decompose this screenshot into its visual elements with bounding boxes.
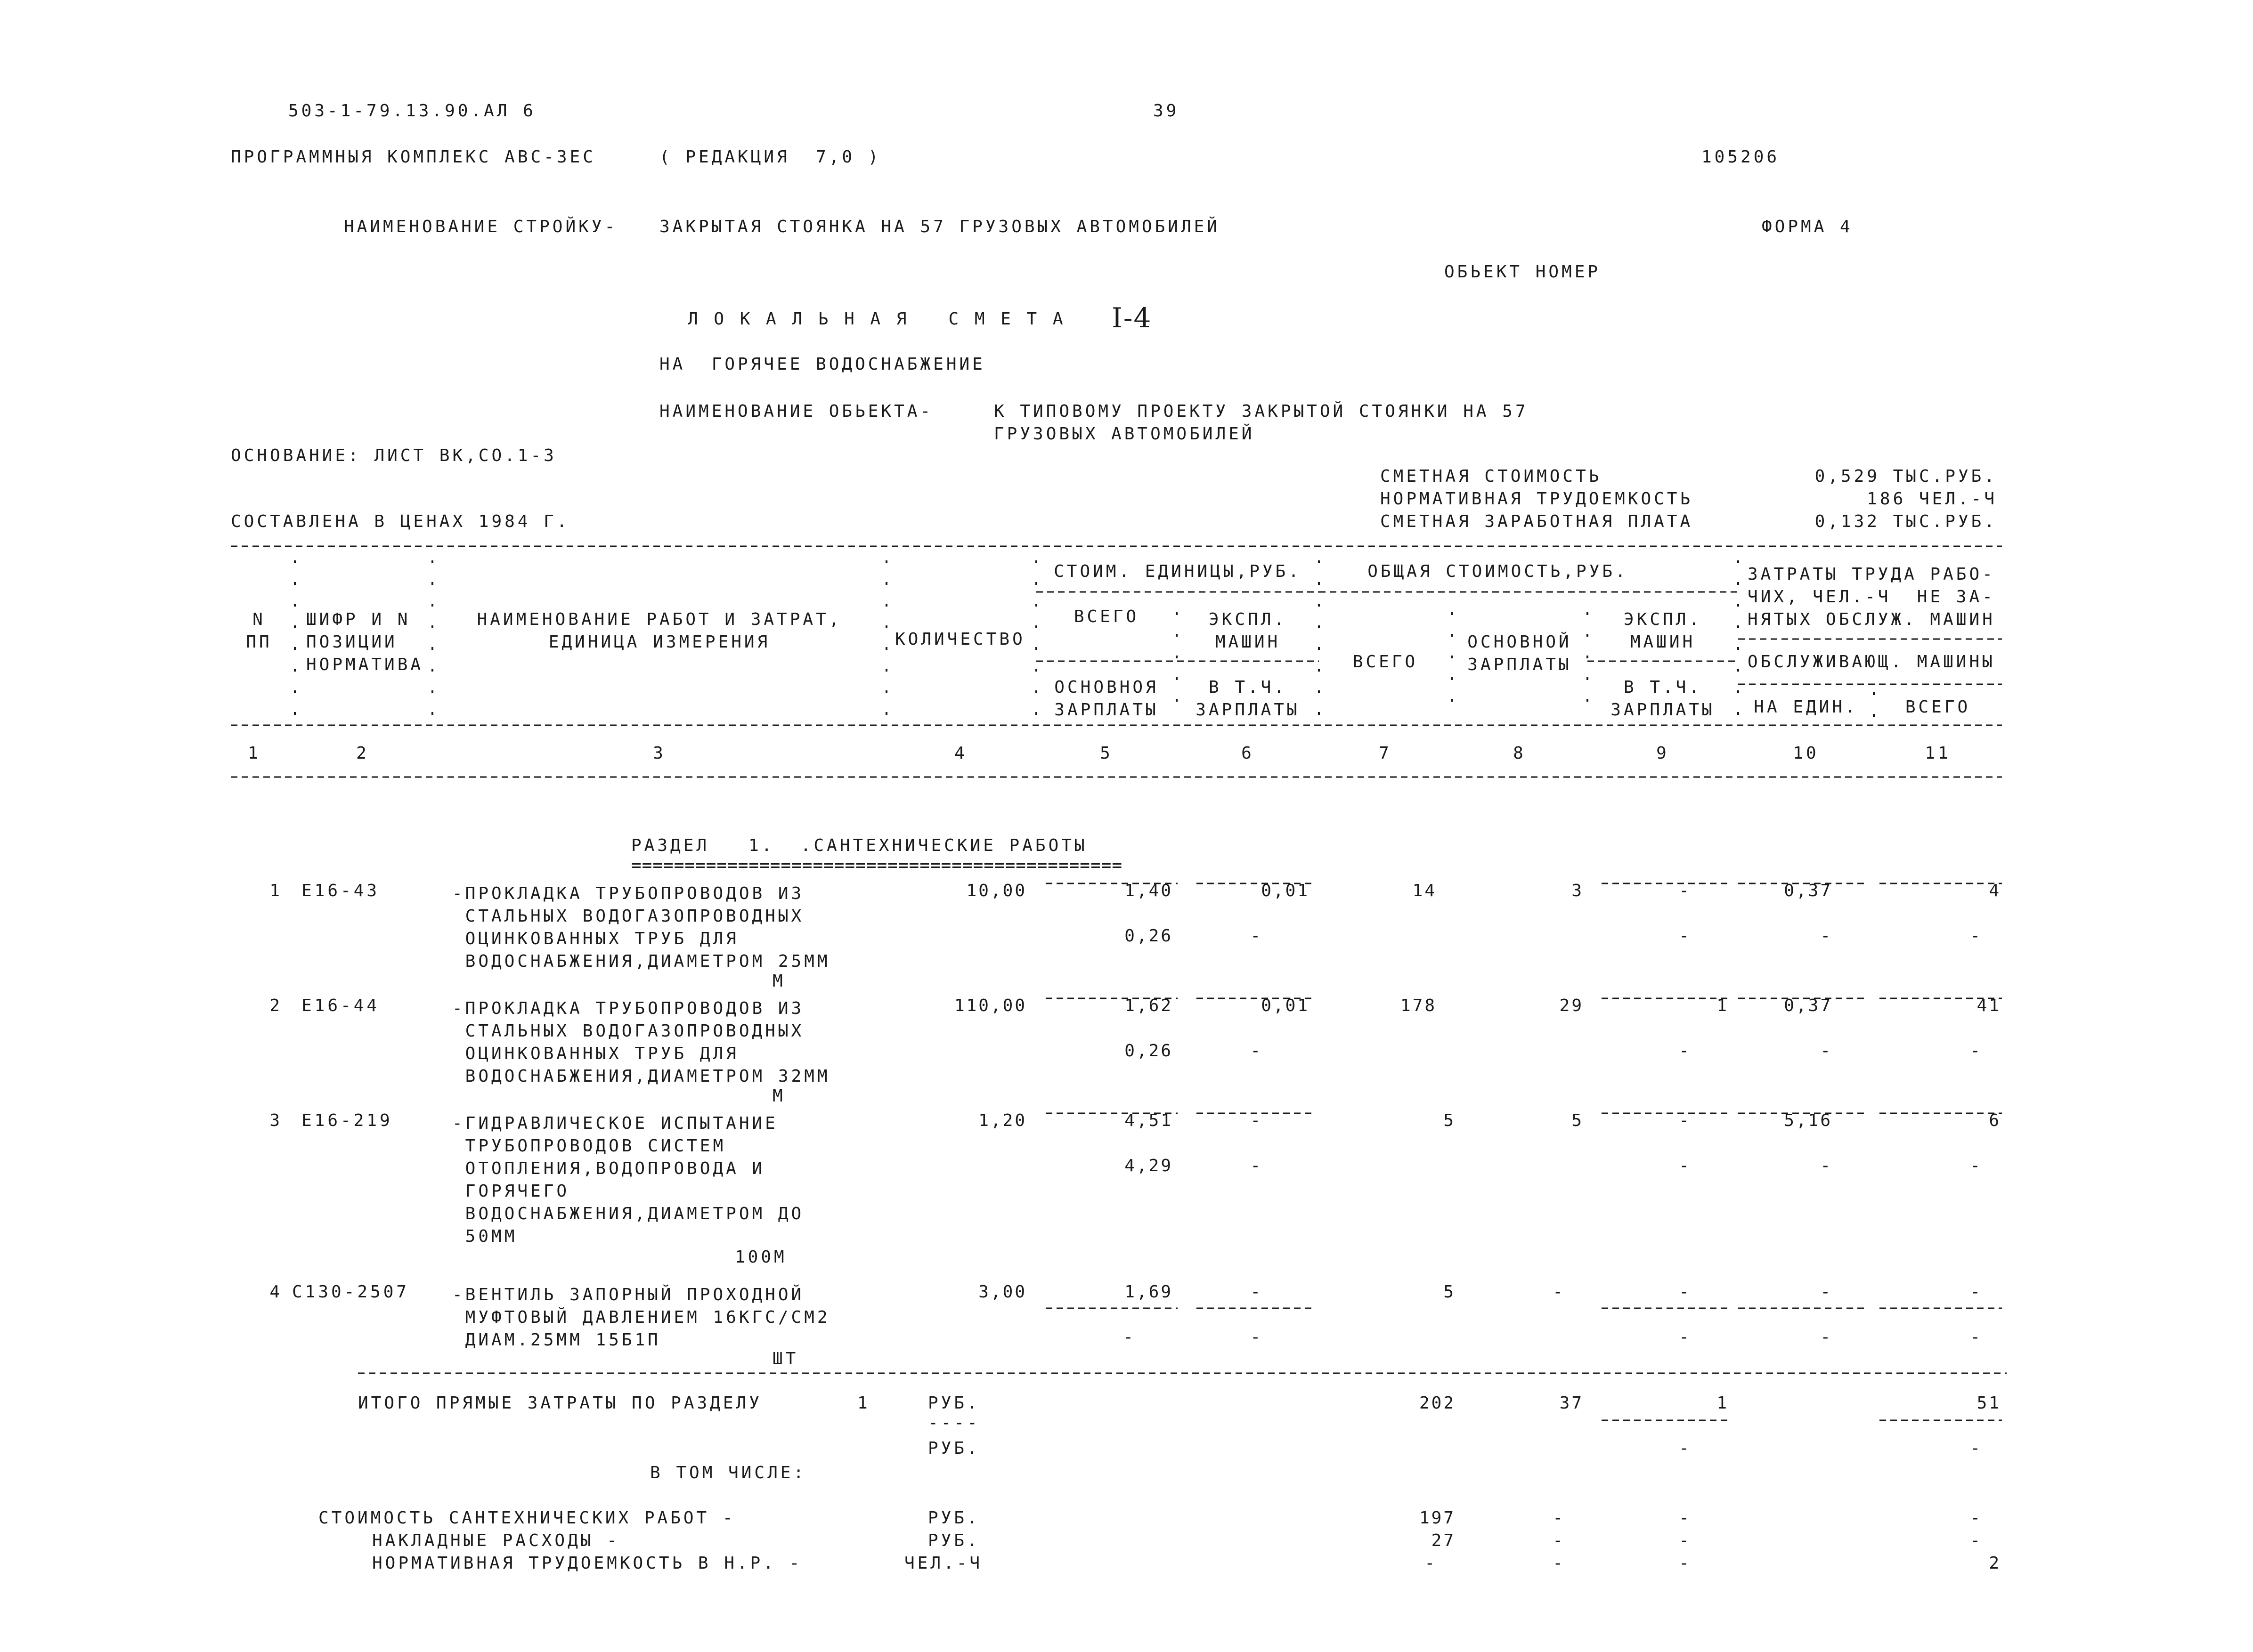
totals-unit-2: РУБ. xyxy=(928,1439,980,1458)
header-total-machine-wage: В Т.Ч. ЗАРПЛАТЫ xyxy=(1610,678,1715,720)
col-no-6: 6 xyxy=(1241,744,1254,763)
header-total-wage: ОСНОВНОЙ ЗАРПЛАТЫ xyxy=(1467,632,1572,674)
sub-unit: РУБ. xyxy=(928,1531,980,1550)
row-quantity: 110,00 xyxy=(954,996,1027,1015)
basis: ОСНОВАНИЕ: ЛИСТ ВК,СО.1-3 xyxy=(231,446,557,465)
totals-label: ИТОГО ПРЯМЫЕ ЗАТРАТЫ ПО РАЗДЕЛУ xyxy=(358,1393,762,1413)
row-service-total: - xyxy=(1970,1156,1982,1175)
form-number: ФОРМА 4 xyxy=(1762,217,1853,236)
totals-machines: 1 xyxy=(1716,1393,1729,1413)
totals-wage: 37 xyxy=(1559,1393,1584,1413)
row-total: 5 xyxy=(1443,1111,1456,1130)
summary-label-cost: СМЕТНАЯ СТОИМОСТЬ xyxy=(1380,467,1602,486)
sub-unit: ЧЕЛ.-Ч xyxy=(904,1554,983,1573)
construction-name: ЗАКРЫТАЯ СТОЯНКА НА 57 ГРУЗОВЫХ АВТОМОБИЛЕЙ xyxy=(659,217,1220,236)
sub-machines: - xyxy=(1679,1508,1691,1528)
row-unit-machine-wage: - xyxy=(1250,926,1262,946)
row-total-wage: - xyxy=(1553,1282,1565,1302)
row-unit-wage: 0,26 xyxy=(1124,926,1173,946)
row-code: Е16-44 xyxy=(301,996,380,1015)
row-total: 5 xyxy=(1443,1282,1456,1302)
object-name-line1: К ТИПОВОМУ ПРОЕКТУ ЗАКРЫТОЙ СТОЯНКИ НА 57 xyxy=(994,402,1529,421)
row-unit-machines: 0,01 xyxy=(1261,996,1310,1015)
construction-label: НАИМЕНОВАНИЕ СТРОЙКУ- xyxy=(344,217,618,236)
row-name: -ПРОКЛАДКА ТРУБОПРОВОДОВ ИЗ СТАЛЬНЫХ ВОДОГАЗОПРОВОДНЫХ ОЦИНКОВАННЫХ ТРУБ ДЛЯ ВОДОСНАБЖЕНИЯ,ДИАМЕТРОМ 25ММ xyxy=(452,884,830,971)
row-labor-unit: 0,37 xyxy=(1784,996,1832,1015)
row-unit: 100М xyxy=(735,1247,787,1267)
row-labor-total: 41 xyxy=(1976,996,2001,1015)
sub-wage: - xyxy=(1553,1531,1565,1550)
row-labor-total: 4 xyxy=(1989,881,2001,900)
sub-total: - xyxy=(1424,1554,1437,1573)
summary-value-cost: 0,529 ТЫС.РУБ. xyxy=(1814,467,1997,486)
row-service-total: - xyxy=(1970,1041,1982,1061)
row-machine-wage: - xyxy=(1679,926,1691,946)
row-total-wage: 5 xyxy=(1571,1111,1584,1130)
row-number: 3 xyxy=(269,1111,283,1130)
header-unit-machine-wage: В Т.Ч. ЗАРПЛАТЫ xyxy=(1196,678,1300,720)
sub-unit: РУБ. xyxy=(928,1508,980,1528)
totals-unit: РУБ. xyxy=(928,1393,980,1413)
row-number: 1 xyxy=(269,881,283,900)
row-service-total: - xyxy=(1970,926,1982,946)
row-total-machines: - xyxy=(1679,1111,1691,1130)
col-no-10: 10 xyxy=(1793,744,1819,763)
row-unit-wage: 4,29 xyxy=(1124,1156,1173,1175)
row-unit-total: 1,69 xyxy=(1124,1282,1173,1302)
col-no-4: 4 xyxy=(954,744,968,763)
object-number-label: ОБЬЕКТ НОМЕР xyxy=(1444,262,1601,282)
row-labor-total: - xyxy=(1970,1282,1982,1302)
totals-total: 202 xyxy=(1419,1393,1456,1413)
col-no-8: 8 xyxy=(1513,744,1526,763)
sub-machines: - xyxy=(1679,1531,1691,1550)
row-total: 178 xyxy=(1400,996,1437,1015)
row-unit: ШТ xyxy=(773,1349,799,1369)
row-total-machines: - xyxy=(1679,1282,1691,1302)
totals-labor: 51 xyxy=(1976,1393,2001,1413)
row-unit: М xyxy=(773,1086,786,1106)
totals-section-number: 1 xyxy=(857,1393,870,1413)
object-name-label: НАИМЕНОВАНИЕ ОБЬЕКТА- xyxy=(659,402,934,421)
document-code: 503-1-79.13.90.АЛ 6 xyxy=(288,101,536,121)
row-total-machines: - xyxy=(1679,881,1691,900)
row-unit-wage: 0,26 xyxy=(1124,1041,1173,1061)
header-col-code: ШИФР И N ПОЗИЦИИ НОРМАТИВА xyxy=(306,610,424,674)
sub-labor: - xyxy=(1970,1508,1982,1528)
row-unit-machines: - xyxy=(1250,1282,1262,1302)
header-unit-total: ВСЕГО xyxy=(1074,607,1139,626)
section-title: РАЗДЕЛ 1. .САНТЕХНИЧЕСКИЕ РАБОТЫ xyxy=(631,836,1088,855)
row-name: -ГИДРАВЛИЧЕСКОЕ ИСПЫТАНИЕ ТРУБОПРОВОДОВ СИСТЕМ ОТОПЛЕНИЯ,ВОДОПРОВОДА И ГОРЯЧЕГО ВОДОСНАБЖЕНИЯ,ДИАМЕТРОМ ДО 50ММ xyxy=(452,1114,805,1246)
totals-service: - xyxy=(1970,1439,1982,1458)
row-code: Е16-219 xyxy=(301,1111,393,1130)
row-unit-total: 1,40 xyxy=(1124,881,1173,900)
header-unit-machines: ЭКСПЛ. МАШИН xyxy=(1208,610,1287,652)
sub-wage: - xyxy=(1553,1508,1565,1528)
summary-label-wage: СМЕТНАЯ ЗАРАБОТНАЯ ПЛАТА xyxy=(1380,512,1693,531)
col-no-2: 2 xyxy=(356,744,369,763)
sub-label: СТОИМОСТЬ САНТЕХНИЧЕСКИХ РАБОТ - xyxy=(318,1508,736,1528)
header-total-cost: ОБЩАЯ СТОИМОСТЬ,РУБ. xyxy=(1367,562,1628,581)
col-no-7: 7 xyxy=(1379,744,1392,763)
row-service-total: - xyxy=(1970,1328,1982,1347)
row-labor-unit: - xyxy=(1820,1282,1832,1302)
serial-number: 105206 xyxy=(1701,147,1780,167)
page-number: 39 xyxy=(1153,101,1179,121)
row-quantity: 10,00 xyxy=(966,881,1027,900)
estimate-title: Л О К А Л Ь Н А Я С М Е Т А xyxy=(688,309,1066,329)
header-labor-total: ВСЕГО xyxy=(1905,697,1971,717)
sub-label: НАКЛАДНЫЕ РАСХОДЫ - xyxy=(372,1531,620,1550)
totals-machine-wage: - xyxy=(1679,1439,1691,1458)
row-total-machines: 1 xyxy=(1716,996,1729,1015)
row-quantity: 1,20 xyxy=(978,1111,1027,1130)
row-name: -ПРОКЛАДКА ТРУБОПРОВОДОВ ИЗ СТАЛЬНЫХ ВОДОГАЗОПРОВОДНЫХ ОЦИНКОВАННЫХ ТРУБ ДЛЯ ВОДОСНАБЖЕНИЯ,ДИАМЕТРОМ 32ММ xyxy=(452,999,830,1086)
sub-total: 27 xyxy=(1431,1531,1456,1550)
col-no-1: 1 xyxy=(248,744,261,763)
row-code: Е16-43 xyxy=(301,881,380,900)
row-labor-total: 6 xyxy=(1989,1111,2001,1130)
section-underline: ============================================== xyxy=(631,856,1122,875)
header-unit-cost: СТОИМ. ЕДИНИЦЫ,РУБ. xyxy=(1054,562,1301,581)
sub-wage: - xyxy=(1553,1554,1565,1573)
row-unit-machine-wage: - xyxy=(1250,1041,1262,1061)
row-total: 14 xyxy=(1412,881,1437,900)
row-machine-wage: - xyxy=(1679,1156,1691,1175)
row-unit-wage: - xyxy=(1123,1328,1135,1347)
sub-labor: 2 xyxy=(1989,1554,2001,1573)
summary-value-labor: 186 ЧЕЛ.-Ч xyxy=(1867,489,1997,509)
col-no-9: 9 xyxy=(1656,744,1669,763)
row-total-wage: 3 xyxy=(1571,881,1584,900)
sub-labor: - xyxy=(1970,1531,1982,1550)
row-unit-machine-wage: - xyxy=(1250,1328,1262,1347)
row-labor-unit: 0,37 xyxy=(1784,881,1832,900)
totals-unit-dash: ---- xyxy=(928,1413,980,1433)
program-edition: ( РЕДАКЦИЯ 7,0 ) xyxy=(659,147,881,167)
header-labor-unit: НА ЕДИН. xyxy=(1754,697,1858,717)
row-unit-total: 1,62 xyxy=(1124,996,1173,1015)
header-unit-wage: ОСНОВНОЯ ЗАРПЛАТЫ xyxy=(1054,678,1159,720)
row-code: С130-2507 xyxy=(292,1282,410,1302)
estimate-subject: НА ГОРЯЧЕЕ ВОДОСНАБЖЕНИЕ xyxy=(659,355,985,374)
row-unit-machine-wage: - xyxy=(1250,1156,1262,1175)
header-col-name: НАИМЕНОВАНИЕ РАБОТ И ЗАТРАТ, ЕДИНИЦА ИЗМЕРЕНИЯ xyxy=(477,610,842,652)
row-number: 4 xyxy=(269,1282,283,1302)
row-service-unit: - xyxy=(1820,1041,1832,1061)
row-service-unit: - xyxy=(1820,926,1832,946)
summary-label-labor: НОРМАТИВНАЯ ТРУДОЕМКОСТЬ xyxy=(1380,489,1693,509)
row-unit: М xyxy=(773,972,786,991)
row-machine-wage: - xyxy=(1679,1328,1691,1347)
sub-label: НОРМАТИВНАЯ ТРУДОЕМКОСТЬ В Н.Р. - xyxy=(372,1554,803,1573)
col-no-3: 3 xyxy=(653,744,666,763)
sub-machines: - xyxy=(1679,1554,1691,1573)
header-total-machines: ЭКСПЛ. МАШИН xyxy=(1623,610,1702,652)
row-quantity: 3,00 xyxy=(978,1282,1027,1302)
header-col-quantity: КОЛИЧЕСТВО xyxy=(895,630,1025,649)
estimate-number: I-4 xyxy=(1112,302,1152,334)
row-unit-machines: - xyxy=(1250,1111,1262,1130)
sub-total: 197 xyxy=(1419,1508,1456,1528)
header-total-all: ВСЕГО xyxy=(1352,652,1418,672)
row-name: -ВЕНТИЛЬ ЗАПОРНЫЙ ПРОХОДНОЙ МУФТОВЫЙ ДАВЛЕНИЕМ 16КГС/СМ2 ДИАМ.25ММ 15Б1П xyxy=(452,1285,830,1350)
row-labor-unit: 5,16 xyxy=(1784,1111,1832,1130)
program-name: ПРОГРАММНЫЯ КОМПЛЕКС АВС-3ЕС xyxy=(231,147,596,167)
header-col-number: N ПП xyxy=(246,610,272,652)
col-no-5: 5 xyxy=(1100,744,1113,763)
prices-basis: СОСТАВЛЕНА В ЦЕНАХ 1984 Г. xyxy=(231,512,570,531)
object-name-line2: ГРУЗОВЫХ АВТОМОБИЛЕЙ xyxy=(994,424,1255,444)
row-service-unit: - xyxy=(1820,1156,1832,1175)
including-label: В ТОМ ЧИСЛЕ: xyxy=(650,1463,807,1482)
row-machine-wage: - xyxy=(1679,1041,1691,1061)
col-no-11: 11 xyxy=(1925,744,1951,763)
row-number: 2 xyxy=(269,996,283,1015)
row-unit-machines: 0,01 xyxy=(1261,881,1310,900)
header-labor: ЗАТРАТЫ ТРУДА РАБО- ЧИХ, ЧЕЛ.-Ч НЕ ЗА- НЯТЫХ ОБСЛУЖ. МАШИН xyxy=(1748,565,1995,629)
row-service-unit: - xyxy=(1820,1328,1832,1347)
row-unit-total: 4,51 xyxy=(1124,1111,1173,1130)
row-total-wage: 29 xyxy=(1559,996,1584,1015)
header-labor-service: ОБСЛУЖИВАЮЩ. МАШИНЫ xyxy=(1748,652,1995,672)
summary-value-wage: 0,132 ТЫС.РУБ. xyxy=(1814,512,1997,531)
